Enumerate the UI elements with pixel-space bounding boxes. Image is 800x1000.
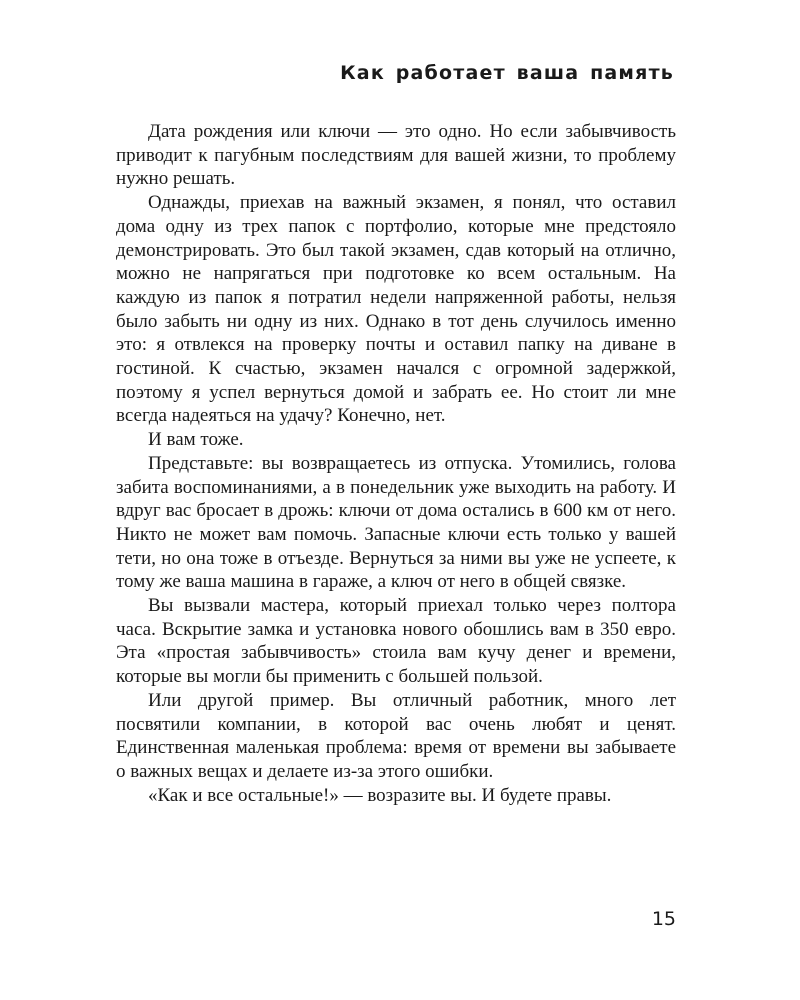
- paragraph: «Как и все остальные!» — возразите вы. И будете правы.: [148, 784, 612, 806]
- running-head-title: Как работает ваша память: [340, 62, 674, 84]
- paragraph: Вы вызвали мастера, который приехал только через полтора часа. Вскрытие замка и установка нового обошлись вам в 350 евро. Эта «простая забывчивость» стоила вам кучу денег и времени, которые вы могли бы применить с большей пользой.: [116, 595, 676, 688]
- paragraph: И вам тоже.: [148, 429, 244, 451]
- paragraph: Или другой пример. Вы отличный работник, много лет посвятили компании, в которой вас очень любят и ценят. Единственная маленькая проблема: время от времени вы забываете о важных вещах и делаете из-за этого ошибки.: [116, 689, 676, 782]
- paragraph: Представьте: вы возвращаетесь из отпуска. Утомились, голова забита воспоминаниями, а в понедельник уже выходить на работу. И вдруг вас бросает в дрожь: ключи от дома остались в 600 км от него. Никто не может вам помочь. Запасные ключи есть только у вашей тети, но она тоже в отъезде. Вернуться за ними вы уже не успеете, к тому же ваша машина в гараже, а ключ от него в общей связке.: [116, 452, 676, 593]
- paragraph: Дата рождения или ключи — это одно. Но если забывчивость приводит к пагубным последствиям для вашей жизни, то проблему нужно решать.: [116, 121, 676, 190]
- body-text: [116, 120, 676, 807]
- paragraph: Однажды, приехав на важный экзамен, я понял, что оставил дома одну из трех папок с портфолио, которые мне предстояло демонстрировать. Это был такой экзамен, сдав который на отлично, можно не напрягаться при подготовке ко всем остальным. На каждую из папок я потратил недели напряженной работы, нельзя было забыть ни одну из них. Однако в тот день случилось именно это: я отвлекся на проверку почты и оставил папку на диване в гостиной. К счастью, экзамен начался с огромной задержкой, поэтому я успел вернуться домой и забрать ее. Но стоит ли мне всегда надеяться на удачу? Конечно, нет.: [116, 192, 676, 427]
- page-number: 15: [651, 908, 676, 930]
